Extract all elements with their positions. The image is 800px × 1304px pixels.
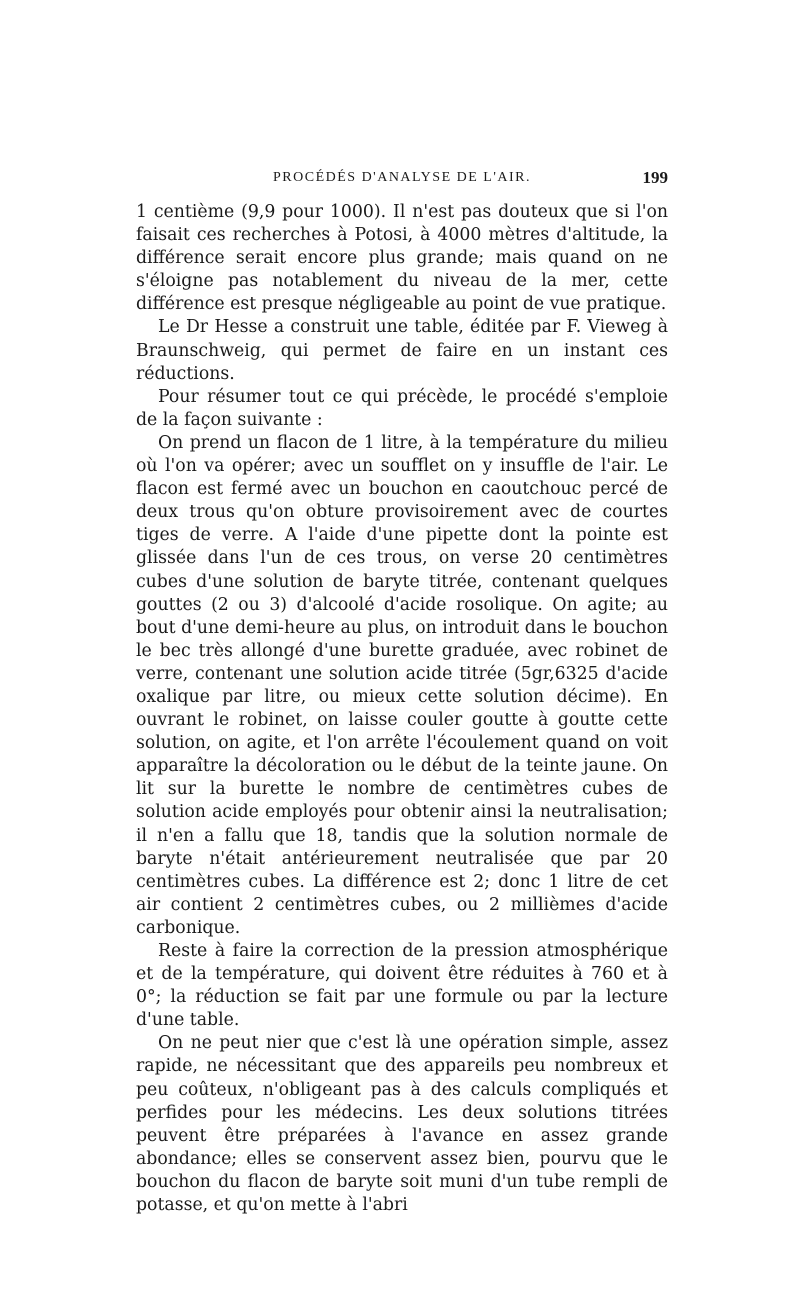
running-head [136,170,668,194]
paragraph-6: On ne peut nier que c'est là une opération simple, assez rapide, ne nécessitant que des appareils peu nombreux et peu coûteux, n'obligeant pas à des calculs compliqués et perfides pour les médecins. Les deux solutions titrées peuvent être préparées à l'avance en assez grande abondance; elles se conservent assez bien, pourvu que le bouchon du flacon de baryte soit muni d'un tube rempli de potasse, et qu'on mette à l'abri [136,1033,668,1216]
body-text [136,201,668,1217]
running-title: PROCÉDÉS D'ANALYSE DE L'AIR. [273,170,531,185]
paragraph-3: Pour résumer tout ce qui précède, le procédé s'emploie de la façon suivante : [136,386,668,430]
paragraph-2: Le Dr Hesse a construit une table, éditée par F. Vieweg à Braunschweig, qui permet de faire en un instant ces réductions. [136,317,668,384]
page-number: 199 [642,168,668,187]
paragraph-4: On prend un flacon de 1 litre, à la température du milieu où l'on va opérer; avec un soufflet on y insuffle de l'air. Le flacon est fermé avec un bouchon en caoutchouc percé de deux trous qu'on obture provisoirement avec de courtes tiges de verre. A l'aide d'une pipette dont la pointe est glissée dans l'un de ces trous, on verse 20 centimètres cubes d'une solution de baryte titrée, contenant quelques gouttes (2 ou 3) d'alcoolé d'acide rosolique. On agite; au bout d'une demi-heure au plus, on introduit dans le bouchon le bec très allongé d'une burette graduée, avec robinet de verre, contenant une solution acide titrée (5gr,6325 d'acide oxalique par litre, ou mieux cette solution décime). En ouvrant le robinet, on laisse couler goutte à goutte cette solution, on agite, et l'on arrête l'écoulement quand on voit apparaître la décoloration ou le début de la teinte jaune. On lit sur la burette le nombre de centimètres cubes de solution acide employés pour obtenir ainsi la neutralisation; il n'en a fallu que 18, tandis que la solution normale de baryte n'était antérieurement neutralisée que par 20 centimètres cubes. La différence est 2; donc 1 litre de cet air contient 2 centimètres cubes, ou 2 millièmes d'acide carbonique. [136,432,668,938]
paragraph-1: 1 centième (9,9 pour 1000). Il n'est pas douteux que si l'on faisait ces recherches à Potosi, à 4000 mètres d'altitude, la différence serait encore plus grande; mais quand on ne s'éloigne pas notablement du niveau de la mer, cette différence est presque négligeable au point de vue pratique. [136,202,668,315]
paragraph-5: Reste à faire la correction de la pression atmosphérique et de la température, qui doivent être réduites à 760 et à 0°; la réduction se fait par une formule ou par la lecture d'une table. [136,941,668,1031]
